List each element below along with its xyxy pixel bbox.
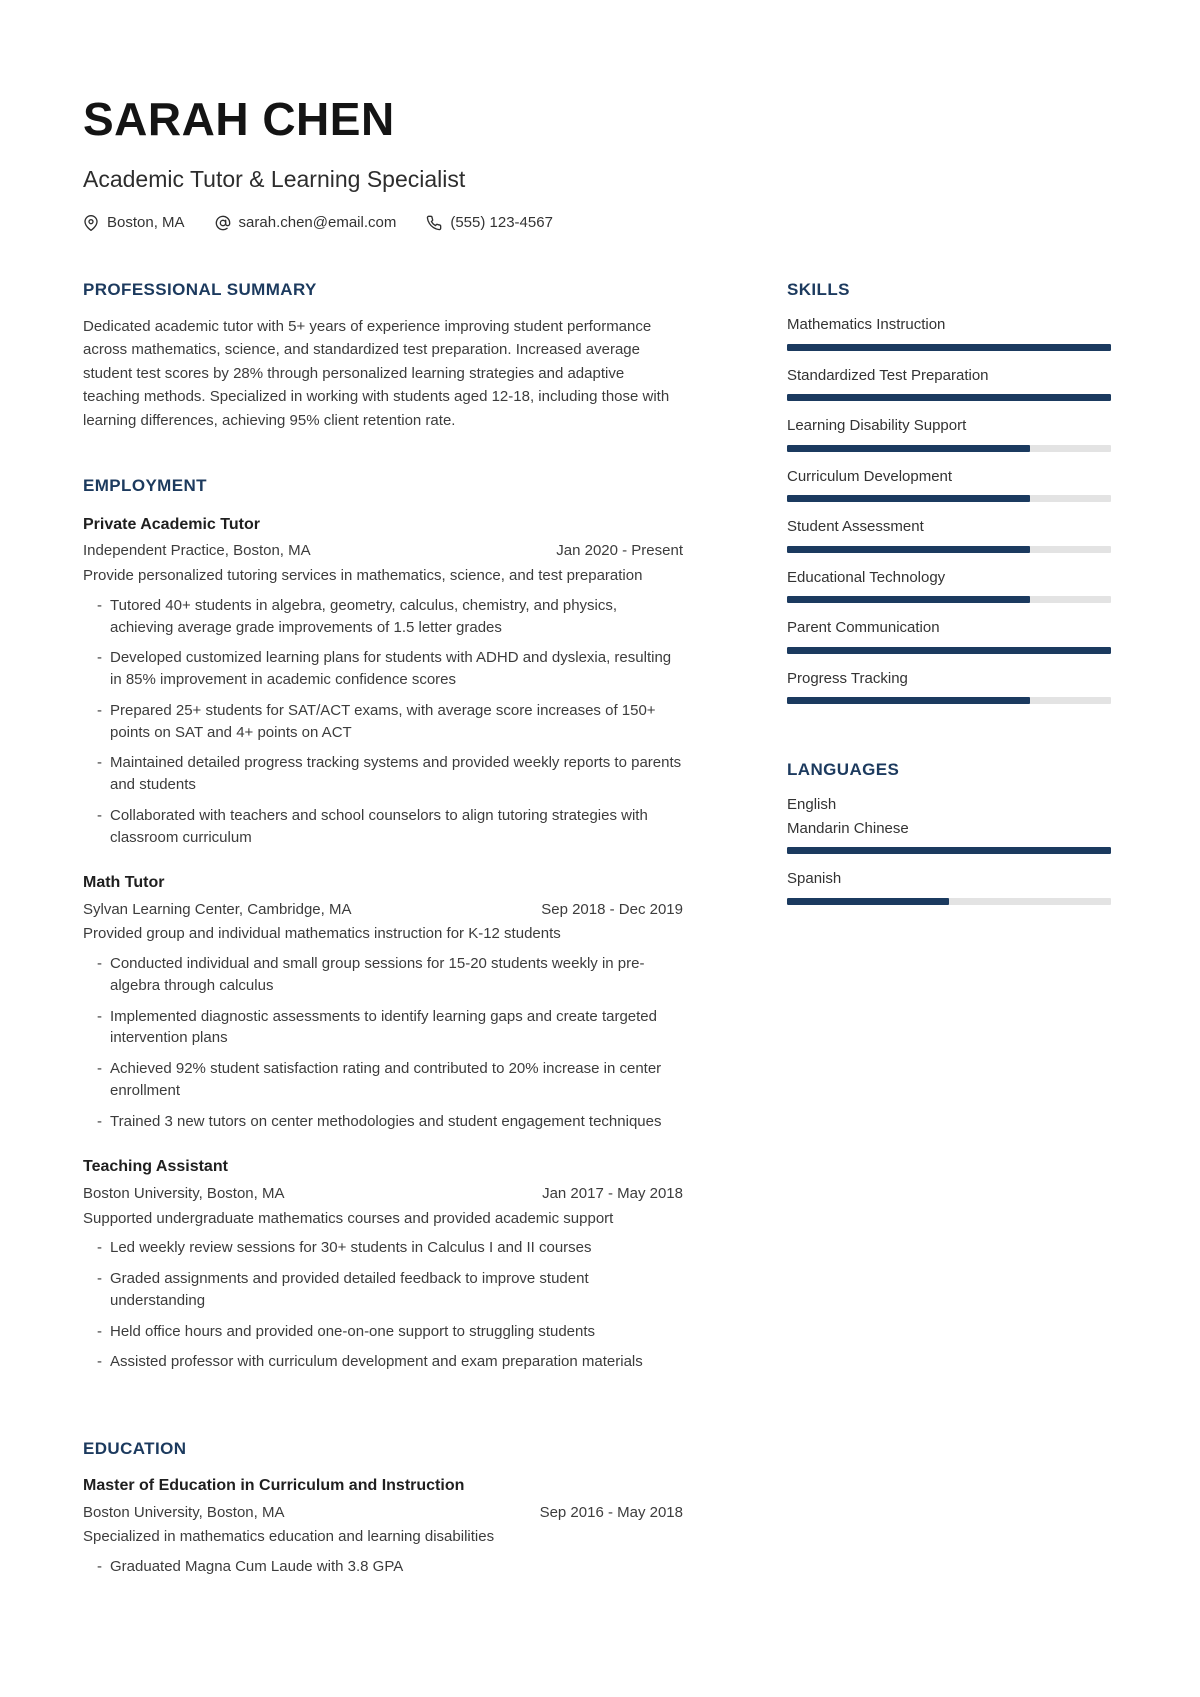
bullet-text: Achieved 92% student satisfaction rating and contributed to 20% increase in center enrollment <box>110 1060 662 1099</box>
skill-item <box>787 669 1111 705</box>
at-sign-icon <box>215 215 231 231</box>
bullet-dash-marker: - <box>97 1353 102 1371</box>
language-item <box>787 819 1111 855</box>
job-dates: Jan 2020 - Present <box>556 542 683 560</box>
skill-label: Curriculum Development <box>787 467 953 485</box>
resume-header <box>83 93 1115 231</box>
skill-label: English <box>787 796 837 813</box>
skill-label: Parent Communication <box>787 619 940 636</box>
bullet-dash-marker: - <box>97 1112 102 1130</box>
bullet-dash-marker: - <box>97 1558 102 1576</box>
job-meta <box>83 540 683 562</box>
job-company: Sylvan Learning Center, Cambridge, MA <box>83 900 352 918</box>
bullet-item <box>97 953 683 997</box>
skill-item <box>787 366 1111 402</box>
skill-bar-fill <box>787 697 1030 704</box>
skill-bar-track <box>787 344 1111 351</box>
bullet-item <box>97 1237 683 1259</box>
bullet-text: Developed customized learning plans for students with ADHD and dyslexia, resulting in 85% improvement in academic confidence scores <box>110 649 672 689</box>
skill-item <box>787 618 1111 654</box>
bullet-item <box>97 595 683 639</box>
skills-heading: SKILLS <box>787 280 850 299</box>
bullet-dash-marker: - <box>97 1007 102 1025</box>
bullet-text: Graded assignments and provided detailed feedback to improve student understanding <box>110 1270 589 1309</box>
contact-location-text: Boston, MA <box>107 214 185 231</box>
job-entry <box>83 514 683 848</box>
languages-section <box>787 760 1111 905</box>
skill-bar-fill <box>787 596 1030 603</box>
education-school: Boston University, Boston, MA <box>83 1503 285 1521</box>
language-item <box>787 869 1111 905</box>
skill-label: Standardized Test Preparation <box>787 366 989 384</box>
bullet-text: Implemented diagnostic assessments to identify learning gaps and create targeted intervention plans <box>110 1007 657 1047</box>
job-title: Math Tutor <box>83 874 165 892</box>
skill-bar-fill <box>787 344 1111 351</box>
job-bullet-list <box>83 1237 683 1373</box>
job-entry <box>83 1156 683 1373</box>
bullet-text: Assisted professor with curriculum development and exam preparation materials <box>110 1353 643 1371</box>
bullet-dash-marker: - <box>97 596 102 614</box>
job-description: Provide personalized tutoring services in mathematics, science, and test preparation <box>83 567 643 585</box>
bullet-text: Led weekly review sessions for 30+ students in Calculus I and II courses <box>110 1239 592 1257</box>
language-item <box>787 795 1111 815</box>
skill-label: Educational Technology <box>787 568 946 586</box>
person-title: Academic Tutor & Learning Specialist <box>83 166 466 192</box>
skill-bar-fill <box>787 495 1030 502</box>
job-title: Private Academic Tutor <box>83 515 260 533</box>
job-description: Supported undergraduate mathematics courses and provided academic support <box>83 1209 614 1227</box>
skill-bar-fill <box>787 394 1111 401</box>
bullet-text: Trained 3 new tutors on center methodologies and student engagement techniques <box>110 1112 662 1130</box>
skill-label: Student Assessment <box>787 518 924 535</box>
bullet-dash-marker: - <box>97 754 102 772</box>
education-dates: Sep 2016 - May 2018 <box>539 1503 683 1521</box>
education-description: Specialized in mathematics education and learning disabilities <box>83 1528 495 1546</box>
skill-bar-track <box>787 898 1111 905</box>
skill-bar-track <box>787 445 1111 452</box>
skills-section <box>787 280 1111 704</box>
skill-label: Mandarin Chinese <box>787 819 909 837</box>
education-bullet-list <box>83 1556 683 1578</box>
skill-item <box>787 467 1111 503</box>
bullet-dash-marker: - <box>97 649 102 667</box>
bullet-item <box>97 1006 683 1050</box>
contact-row <box>83 214 1115 231</box>
skill-label: Progress Tracking <box>787 669 908 687</box>
degree-title: Master of Education in Curriculum and Instruction <box>83 1477 465 1495</box>
bullet-item <box>97 805 683 849</box>
education-section <box>83 1439 683 1578</box>
skill-bar-fill <box>787 647 1111 654</box>
sidebar-column <box>787 280 1111 1578</box>
bullet-text: Tutored 40+ students in algebra, geometry, calculus, chemistry, and physics, achieving average grade improvements of 1.5 letter grades <box>110 596 618 636</box>
content-columns <box>83 280 1115 1578</box>
job-dates: Sep 2018 - Dec 2019 <box>541 900 683 918</box>
skill-item <box>787 416 1111 452</box>
job-company: Independent Practice, Boston, MA <box>83 542 311 560</box>
bullet-dash-marker: - <box>97 1239 102 1257</box>
bullet-dash-marker: - <box>97 1322 102 1340</box>
skill-bar-track <box>787 394 1111 401</box>
bullet-item <box>97 1268 683 1312</box>
bullet-item <box>97 1058 683 1102</box>
job-bullet-list <box>83 953 683 1132</box>
skill-bar-fill <box>787 898 949 905</box>
summary-heading: PROFESSIONAL SUMMARY <box>83 280 317 299</box>
bullet-text: Prepared 25+ students for SAT/ACT exams, with average score increases of 150+ points on SAT and 4+ points on ACT <box>110 701 656 741</box>
languages-list <box>787 795 1111 905</box>
education-heading: EDUCATION <box>83 1439 187 1459</box>
bullet-text: Collaborated with teachers and school counselors to align tutoring strategies with classroom curriculum <box>110 806 648 846</box>
bullet-dash-marker: - <box>97 955 102 973</box>
contact-location <box>83 214 185 231</box>
education-meta <box>83 1502 683 1524</box>
skill-label: Learning Disability Support <box>787 417 967 434</box>
bullet-item <box>97 752 683 796</box>
bullet-text: Held office hours and provided one-on-one support to struggling students <box>110 1322 596 1340</box>
skill-bar-track <box>787 596 1111 603</box>
employment-section <box>83 476 683 1373</box>
main-column <box>83 280 683 1578</box>
job-company: Boston University, Boston, MA <box>83 1184 285 1202</box>
bullet-dash-marker: - <box>97 701 102 719</box>
contact-email-text: sarah.chen@email.com <box>238 214 397 231</box>
employment-heading: EMPLOYMENT <box>83 475 207 495</box>
location-pin-icon <box>83 215 99 231</box>
job-entry <box>83 872 683 1132</box>
bullet-item <box>97 700 683 744</box>
bullet-item <box>97 647 683 691</box>
skills-list <box>787 315 1111 704</box>
bullet-item <box>97 1556 683 1578</box>
bullet-text: Maintained detailed progress tracking systems and provided weekly reports to parents and students <box>110 754 682 794</box>
skill-item <box>787 568 1111 604</box>
contact-phone <box>426 214 553 231</box>
bullet-item <box>97 1321 683 1343</box>
languages-heading: LANGUAGES <box>787 760 900 779</box>
job-meta <box>83 899 683 921</box>
bullet-dash-marker: - <box>97 1060 102 1078</box>
contact-phone-text: (555) 123-4567 <box>450 214 553 231</box>
job-title: Teaching Assistant <box>83 1158 228 1176</box>
bullet-text: Conducted individual and small group sessions for 15-20 students weekly in pre-algebra through calculus <box>110 955 645 994</box>
bullet-item <box>97 1351 683 1373</box>
job-dates: Jan 2017 - May 2018 <box>542 1184 683 1202</box>
skill-label: Spanish <box>787 870 842 887</box>
bullet-item <box>97 1111 683 1133</box>
skill-bar-track <box>787 847 1111 854</box>
summary-text: Dedicated academic tutor with 5+ years of experience improving student performance across mathematics, science, and standardized test preparation. Increased average student test scores by 28% through personalized learning strategies and adaptive teaching methods. Specialized in working with students aged 12-18, including those with learning differences, achieving 95% client retention rate. <box>83 318 670 429</box>
skill-bar-track <box>787 647 1111 654</box>
skill-bar-track <box>787 697 1111 704</box>
skill-item <box>787 315 1111 351</box>
job-meta <box>83 1183 683 1205</box>
skill-bar-track <box>787 495 1111 502</box>
skill-bar-fill <box>787 445 1030 452</box>
person-name: SARAH CHEN <box>83 93 395 145</box>
bullet-dash-marker: - <box>97 806 102 824</box>
skill-bar-fill <box>787 847 1111 854</box>
skill-item <box>787 517 1111 553</box>
job-bullet-list <box>83 595 683 849</box>
skill-bar-fill <box>787 546 1030 553</box>
skill-label: Mathematics Instruction <box>787 316 946 333</box>
job-list <box>83 514 683 1373</box>
professional-summary-section <box>83 280 683 432</box>
skill-bar-track <box>787 546 1111 553</box>
bullet-text: Graduated Magna Cum Laude with 3.8 GPA <box>110 1558 404 1576</box>
job-description: Provided group and individual mathematics instruction for K-12 students <box>83 925 561 943</box>
phone-icon <box>426 215 442 231</box>
bullet-dash-marker: - <box>97 1270 102 1288</box>
contact-email <box>215 214 397 231</box>
